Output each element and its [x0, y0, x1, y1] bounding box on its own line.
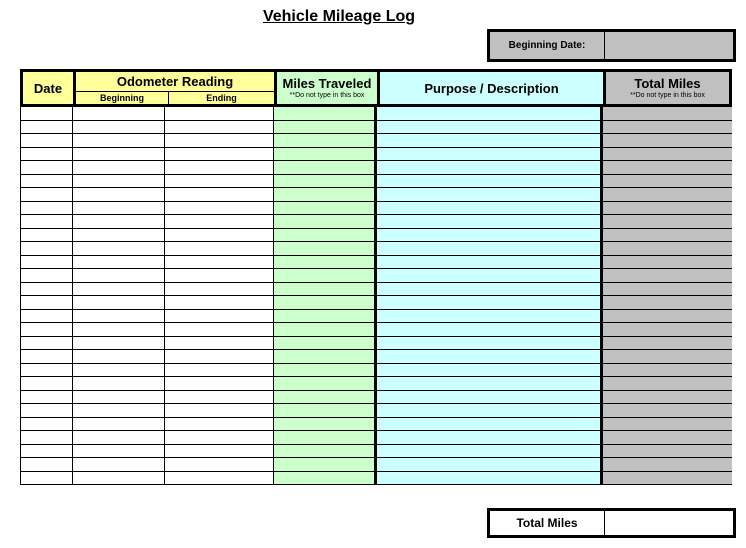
purpose-cell[interactable] — [377, 431, 603, 444]
total-miles-cell — [603, 377, 732, 390]
table-row — [20, 431, 732, 445]
total-miles-field[interactable] — [605, 511, 733, 535]
date-cell[interactable] — [20, 472, 73, 485]
miles-traveled-cell — [274, 161, 377, 174]
purpose-cell[interactable] — [377, 377, 603, 390]
table-row — [20, 445, 732, 459]
date-cell[interactable] — [20, 188, 73, 201]
date-cell[interactable] — [20, 296, 73, 309]
table-header — [20, 69, 732, 107]
header-odometer-reading: Odometer Reading — [76, 72, 274, 92]
table-row — [20, 256, 732, 270]
date-cell[interactable] — [20, 121, 73, 134]
table-row — [20, 310, 732, 324]
purpose-cell[interactable] — [377, 215, 603, 228]
miles-traveled-cell — [274, 364, 377, 377]
date-cell[interactable] — [20, 404, 73, 417]
miles-traveled-cell — [274, 148, 377, 161]
page-title: Vehicle Mileage Log — [262, 8, 416, 25]
odometer-beginning-cell[interactable] — [73, 445, 165, 458]
miles-traveled-cell — [274, 431, 377, 444]
odometer-beginning-cell[interactable] — [73, 458, 165, 471]
odometer-ending-cell[interactable] — [165, 431, 274, 444]
odometer-ending-cell[interactable] — [165, 472, 274, 485]
total-miles-cell — [603, 431, 732, 444]
table-row — [20, 148, 732, 162]
odometer-beginning-cell[interactable] — [73, 134, 165, 147]
odometer-beginning-cell[interactable] — [73, 364, 165, 377]
purpose-cell[interactable] — [377, 458, 603, 471]
miles-traveled-cell — [274, 377, 377, 390]
purpose-cell[interactable] — [377, 161, 603, 174]
total-miles-cell — [603, 175, 732, 188]
date-cell[interactable] — [20, 431, 73, 444]
total-miles-cell — [603, 337, 732, 350]
odometer-ending-cell[interactable] — [165, 121, 274, 134]
purpose-cell[interactable] — [377, 107, 603, 120]
date-cell[interactable] — [20, 418, 73, 431]
table-row — [20, 121, 732, 135]
purpose-cell[interactable] — [377, 229, 603, 242]
total-miles-box — [487, 508, 736, 538]
miles-traveled-cell — [274, 418, 377, 431]
miles-traveled-cell — [274, 350, 377, 363]
total-miles-cell — [603, 188, 732, 201]
odometer-ending-cell[interactable] — [165, 229, 274, 242]
purpose-cell[interactable] — [377, 296, 603, 309]
miles-traveled-cell — [274, 296, 377, 309]
table-row — [20, 296, 732, 310]
table-row — [20, 107, 732, 121]
miles-traveled-cell — [274, 134, 377, 147]
table-row — [20, 242, 732, 256]
odometer-beginning-cell[interactable] — [73, 310, 165, 323]
odometer-beginning-cell[interactable] — [73, 472, 165, 485]
date-cell[interactable] — [20, 310, 73, 323]
table-row — [20, 391, 732, 405]
purpose-cell[interactable] — [377, 148, 603, 161]
odometer-ending-cell[interactable] — [165, 350, 274, 363]
miles-traveled-cell — [274, 472, 377, 485]
header-odometer-ending: Ending — [206, 93, 237, 103]
miles-traveled-cell — [274, 445, 377, 458]
odometer-ending-cell[interactable] — [165, 323, 274, 336]
total-miles-cell — [603, 458, 732, 471]
odometer-beginning-cell[interactable] — [73, 323, 165, 336]
odometer-ending-cell[interactable] — [165, 445, 274, 458]
miles-traveled-cell — [274, 175, 377, 188]
table-row — [20, 188, 732, 202]
date-cell[interactable] — [20, 337, 73, 350]
miles-traveled-cell — [274, 391, 377, 404]
odometer-ending-cell[interactable] — [165, 161, 274, 174]
odometer-beginning-cell[interactable] — [73, 188, 165, 201]
total-miles-cell — [603, 350, 732, 363]
table-row — [20, 350, 732, 364]
total-miles-cell — [603, 121, 732, 134]
odometer-beginning-cell[interactable] — [73, 269, 165, 282]
date-cell[interactable] — [20, 229, 73, 242]
beginning-date-field[interactable] — [605, 32, 733, 59]
miles-traveled-cell — [274, 323, 377, 336]
date-cell[interactable] — [20, 458, 73, 471]
total-miles-cell — [603, 148, 732, 161]
purpose-cell[interactable] — [377, 242, 603, 255]
purpose-cell[interactable] — [377, 310, 603, 323]
total-miles-cell — [603, 242, 732, 255]
table-row — [20, 404, 732, 418]
date-cell[interactable] — [20, 242, 73, 255]
odometer-ending-cell[interactable] — [165, 458, 274, 471]
odometer-beginning-cell[interactable] — [73, 377, 165, 390]
odometer-ending-cell[interactable] — [165, 256, 274, 269]
purpose-cell[interactable] — [377, 350, 603, 363]
total-miles-cell — [603, 364, 732, 377]
odometer-ending-cell[interactable] — [165, 269, 274, 282]
odometer-ending-cell[interactable] — [165, 283, 274, 296]
total-miles-cell — [603, 107, 732, 120]
purpose-cell[interactable] — [377, 404, 603, 417]
miles-traveled-cell — [274, 310, 377, 323]
total-miles-cell — [603, 404, 732, 417]
total-miles-cell — [603, 202, 732, 215]
table-row — [20, 269, 732, 283]
header-odometer — [76, 72, 277, 104]
header-miles-note: **Do not type in this box — [289, 92, 365, 99]
total-miles-cell — [603, 296, 732, 309]
table-row — [20, 161, 732, 175]
odometer-beginning-cell[interactable] — [73, 283, 165, 296]
miles-traveled-cell — [274, 337, 377, 350]
odometer-beginning-cell[interactable] — [73, 148, 165, 161]
header-purpose: Purpose / Description — [380, 72, 606, 104]
total-miles-label: Total Miles — [490, 511, 605, 535]
odometer-beginning-cell[interactable] — [73, 418, 165, 431]
miles-traveled-cell — [274, 215, 377, 228]
date-cell[interactable] — [20, 148, 73, 161]
date-cell[interactable] — [20, 134, 73, 147]
total-miles-cell — [603, 134, 732, 147]
header-date: Date — [23, 72, 76, 104]
date-cell[interactable] — [20, 256, 73, 269]
date-cell[interactable] — [20, 202, 73, 215]
total-miles-cell — [603, 323, 732, 336]
purpose-cell[interactable] — [377, 283, 603, 296]
date-cell[interactable] — [20, 107, 73, 120]
purpose-cell[interactable] — [377, 256, 603, 269]
date-cell[interactable] — [20, 215, 73, 228]
purpose-cell[interactable] — [377, 202, 603, 215]
date-cell[interactable] — [20, 364, 73, 377]
odometer-beginning-cell[interactable] — [73, 107, 165, 120]
purpose-cell[interactable] — [377, 121, 603, 134]
date-cell[interactable] — [20, 445, 73, 458]
odometer-ending-cell[interactable] — [165, 404, 274, 417]
miles-traveled-cell — [274, 107, 377, 120]
odometer-ending-cell[interactable] — [165, 242, 274, 255]
table-row — [20, 418, 732, 432]
total-miles-cell — [603, 418, 732, 431]
purpose-cell[interactable] — [377, 445, 603, 458]
odometer-ending-cell[interactable] — [165, 418, 274, 431]
table-row — [20, 134, 732, 148]
table-row — [20, 215, 732, 229]
odometer-beginning-cell[interactable] — [73, 161, 165, 174]
miles-traveled-cell — [274, 256, 377, 269]
purpose-cell[interactable] — [377, 364, 603, 377]
date-cell[interactable] — [20, 175, 73, 188]
header-miles-traveled — [277, 72, 380, 104]
purpose-cell[interactable] — [377, 337, 603, 350]
header-miles-traveled-label: Miles Traveled — [282, 76, 372, 91]
total-miles-cell — [603, 283, 732, 296]
table-row — [20, 229, 732, 243]
table-row — [20, 202, 732, 216]
purpose-cell[interactable] — [377, 418, 603, 431]
total-miles-cell — [603, 472, 732, 485]
miles-traveled-cell — [274, 188, 377, 201]
total-miles-cell — [603, 229, 732, 242]
odometer-ending-cell[interactable] — [165, 377, 274, 390]
total-miles-cell — [603, 256, 732, 269]
date-cell[interactable] — [20, 377, 73, 390]
miles-traveled-cell — [274, 229, 377, 242]
total-miles-cell — [603, 215, 732, 228]
purpose-cell[interactable] — [377, 391, 603, 404]
date-cell[interactable] — [20, 391, 73, 404]
purpose-cell[interactable] — [377, 323, 603, 336]
date-cell[interactable] — [20, 323, 73, 336]
table-row — [20, 364, 732, 378]
table-row — [20, 377, 732, 391]
table-row — [20, 337, 732, 351]
table-row — [20, 175, 732, 189]
header-total-note: **Do not type in this box — [630, 92, 705, 99]
total-miles-cell — [603, 310, 732, 323]
miles-traveled-cell — [274, 269, 377, 282]
table-row — [20, 283, 732, 297]
table-body — [20, 107, 732, 485]
odometer-beginning-cell[interactable] — [73, 202, 165, 215]
date-cell[interactable] — [20, 161, 73, 174]
header-odometer-beginning: Beginning — [76, 92, 169, 104]
purpose-cell[interactable] — [377, 175, 603, 188]
purpose-cell[interactable] — [377, 269, 603, 282]
odometer-beginning-cell[interactable] — [73, 229, 165, 242]
odometer-beginning-cell[interactable] — [73, 215, 165, 228]
odometer-beginning-cell[interactable] — [73, 242, 165, 255]
miles-traveled-cell — [274, 283, 377, 296]
odometer-ending-cell[interactable] — [165, 107, 274, 120]
odometer-beginning-cell[interactable] — [73, 121, 165, 134]
odometer-beginning-cell[interactable] — [73, 391, 165, 404]
miles-traveled-cell — [274, 121, 377, 134]
odometer-beginning-cell[interactable] — [73, 296, 165, 309]
miles-traveled-cell — [274, 404, 377, 417]
purpose-cell[interactable] — [377, 134, 603, 147]
miles-traveled-cell — [274, 458, 377, 471]
header-total-miles — [606, 72, 729, 104]
miles-traveled-cell — [274, 202, 377, 215]
beginning-date-box — [487, 29, 736, 62]
date-cell[interactable] — [20, 350, 73, 363]
odometer-ending-cell[interactable] — [165, 188, 274, 201]
odometer-beginning-cell[interactable] — [73, 175, 165, 188]
total-miles-cell — [603, 269, 732, 282]
odometer-ending-cell[interactable] — [165, 175, 274, 188]
date-cell[interactable] — [20, 283, 73, 296]
purpose-cell[interactable] — [377, 472, 603, 485]
total-miles-cell — [603, 161, 732, 174]
mileage-log-table — [20, 69, 732, 485]
beginning-date-label: Beginning Date: — [490, 32, 605, 59]
odometer-beginning-cell[interactable] — [73, 350, 165, 363]
odometer-ending-cell[interactable] — [165, 296, 274, 309]
odometer-beginning-cell[interactable] — [73, 256, 165, 269]
purpose-cell[interactable] — [377, 188, 603, 201]
odometer-beginning-cell[interactable] — [73, 404, 165, 417]
odometer-ending-cell[interactable] — [165, 310, 274, 323]
odometer-ending-cell[interactable] — [165, 202, 274, 215]
table-row — [20, 323, 732, 337]
odometer-beginning-cell[interactable] — [73, 337, 165, 350]
total-miles-cell — [603, 445, 732, 458]
table-row — [20, 458, 732, 472]
odometer-ending-cell[interactable] — [165, 134, 274, 147]
date-cell[interactable] — [20, 269, 73, 282]
odometer-ending-cell[interactable] — [165, 148, 274, 161]
odometer-ending-cell[interactable] — [165, 337, 274, 350]
total-miles-cell — [603, 391, 732, 404]
header-total-miles-label: Total Miles — [634, 76, 701, 91]
odometer-beginning-cell[interactable] — [73, 431, 165, 444]
odometer-ending-cell[interactable] — [165, 215, 274, 228]
odometer-ending-cell[interactable] — [165, 364, 274, 377]
table-row — [20, 472, 732, 486]
odometer-ending-cell[interactable] — [165, 391, 274, 404]
miles-traveled-cell — [274, 242, 377, 255]
